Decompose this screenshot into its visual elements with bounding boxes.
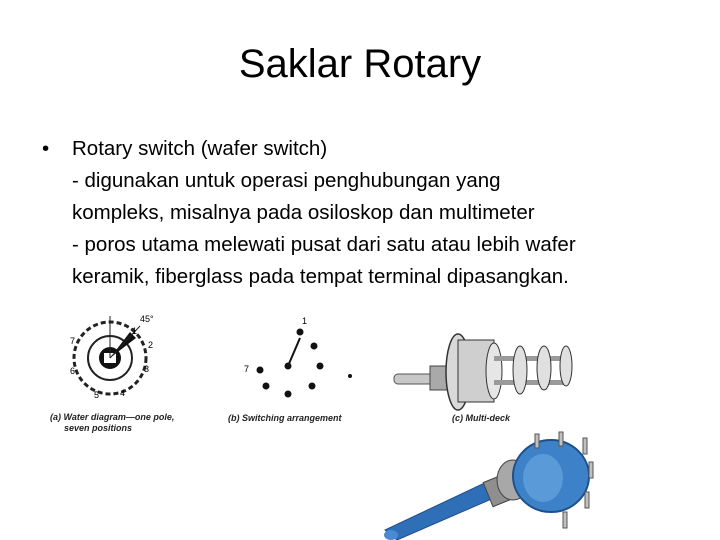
wafer-diagram: [58, 312, 168, 408]
wafer-caption-line-2: seven positions: [64, 423, 133, 433]
switching-contact: [348, 374, 352, 378]
wafer-angle-label: 45°: [140, 314, 154, 324]
switching-left-number: 7: [244, 364, 250, 374]
wafer-pos-6: 6: [70, 366, 76, 376]
bullet-body: [42, 133, 702, 293]
bullet-line-1: - digunakan untuk operasi penghubungan yang: [72, 169, 501, 192]
switching-contact: [311, 343, 318, 350]
switching-pole-arm: [288, 338, 300, 366]
wafer-caption-line-1: (a) Water diagram—one pole,: [50, 412, 175, 422]
multideck-rod: [494, 356, 564, 361]
bullet-item: [42, 133, 702, 165]
terminal-pin: [589, 462, 593, 478]
multideck-wafer-2: [513, 346, 527, 394]
switch-body-face: [523, 454, 563, 502]
terminal-pin: [583, 438, 587, 454]
switching-contact: [317, 363, 324, 370]
terminal-pin: [585, 492, 589, 508]
wafer-pos-3: 3: [144, 364, 150, 374]
multideck-rod: [494, 380, 564, 385]
wafer-pos-7: 7: [70, 336, 76, 346]
switching-contact: [297, 329, 304, 336]
switching-contact: [257, 367, 264, 374]
wafer-pos-5: 5: [94, 390, 100, 400]
bullet-line-3: - poros utama melewati pusat dari satu atau lebih wafer: [72, 233, 576, 256]
switching-pole: [285, 363, 292, 370]
shaft-tip: [384, 530, 398, 540]
switching-contact: [309, 383, 316, 390]
terminal-pin: [535, 434, 539, 448]
terminal-pin: [559, 432, 563, 446]
bullet-line-2: kompleks, misalnya pada osiloskop dan multimeter: [72, 201, 535, 224]
terminal-pin: [563, 512, 567, 528]
wafer-pos-2: 2: [148, 340, 154, 350]
bullet-marker: •: [42, 137, 50, 160]
wafer-pos-4: 4: [120, 388, 126, 398]
slide-title: Saklar Rotary: [238, 42, 482, 86]
wafer-caption: [50, 412, 174, 434]
multideck-wafer-3: [537, 346, 551, 390]
multideck-photo: [380, 318, 580, 410]
switching-contact: [285, 391, 292, 398]
switching-caption: (b) Switching arrangement: [228, 413, 342, 423]
wafer-pos-1: 1: [132, 326, 138, 336]
multideck-wafer-4: [560, 346, 572, 386]
bullet-line-4: keramik, fiberglass pada tempat terminal dipasangkan.: [72, 265, 569, 288]
switching-contact: [263, 383, 270, 390]
multideck-wafer-1: [486, 343, 502, 399]
switching-diagram: [238, 314, 358, 406]
multideck-caption: (c) Multi-deck: [452, 413, 511, 423]
blue-rotary-switch-photo: [375, 432, 600, 540]
bullet-heading: Rotary switch (wafer switch): [72, 137, 328, 160]
switching-top-number: 1: [302, 316, 308, 326]
